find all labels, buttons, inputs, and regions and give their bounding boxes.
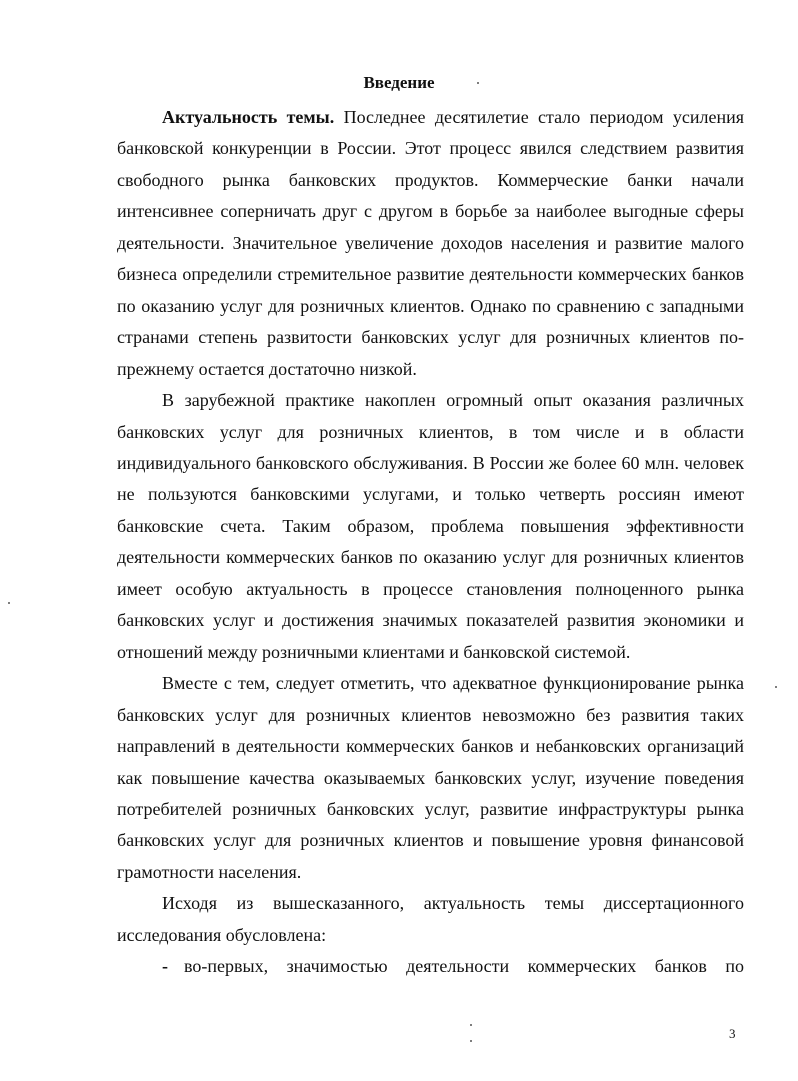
scan-speck <box>775 686 777 688</box>
paragraph-foreign-practice: В зарубежной практике накоплен огромный опыт оказания различных банковских услуг для розничных клиентов, в том числе и в области индивидуального банковского обслуживания. В России же более 60 млн. человек не пользуются банковскими услугами, и только четверть россиян имеют банковские счета. Таким образом, проблема повышения эффективности деятельности коммерческих банков по оказанию услуг для розничных клиентов имеет особую актуальность в процессе становления полноценного рынка банковских услуг и достижения значимых показателей развития экономики и отношений между розничными клиентами и банковской системой. <box>117 390 744 662</box>
paragraph-relevance <box>117 102 744 385</box>
list-item <box>117 951 744 982</box>
page-number: 3 <box>729 1026 736 1041</box>
scan-speck <box>8 602 10 604</box>
list-bullet: - <box>162 956 168 977</box>
list-item-text: во-первых, значимостью деятельности коммерческих банков по <box>184 956 744 977</box>
scan-speck <box>477 82 479 84</box>
scan-speck <box>470 1040 472 1042</box>
paragraph-text: Последнее десятилетие стало периодом усиления банковской конкуренции в России. Этот процесс явился следствием развития свободного рынка банковских продуктов. Коммерческие банки начали интенсивнее соперничать друг с другом в борьбе за наиболее выгодные сферы деятельности. Значительное увеличение доходов населения и развитие малого бизнеса определили стремительное развитие деятельности коммерческих банков по оказанию услуг для розничных клиентов. Однако по сравнению с западными странами степень развитости банковских услуг для розничных клиентов по-прежнему остается достаточно низкой. <box>117 107 744 379</box>
paragraph-conclusion: Исходя из вышесказанного, актуальность темы диссертационного исследования обусловлена: <box>117 893 744 945</box>
paragraph-market-development: Вместе с тем, следует отметить, что адекватное функционирование рынка банковских услуг для розничных клиентов невозможно без развития таких направлений в деятельности коммерческих банков и небанковских организаций как повышение качества оказываемых банковских услуг, изучение поведения потребителей розничных банковских услуг, развитие инфраструктуры рынка банковских услуг для розничных клиентов и повышение уровня финансовой грамотности населения. <box>117 673 744 882</box>
page-title: Введение <box>363 73 435 92</box>
scan-speck <box>470 1024 472 1026</box>
document-body <box>117 102 744 983</box>
paragraph-lead: Актуальность темы. <box>162 107 335 127</box>
